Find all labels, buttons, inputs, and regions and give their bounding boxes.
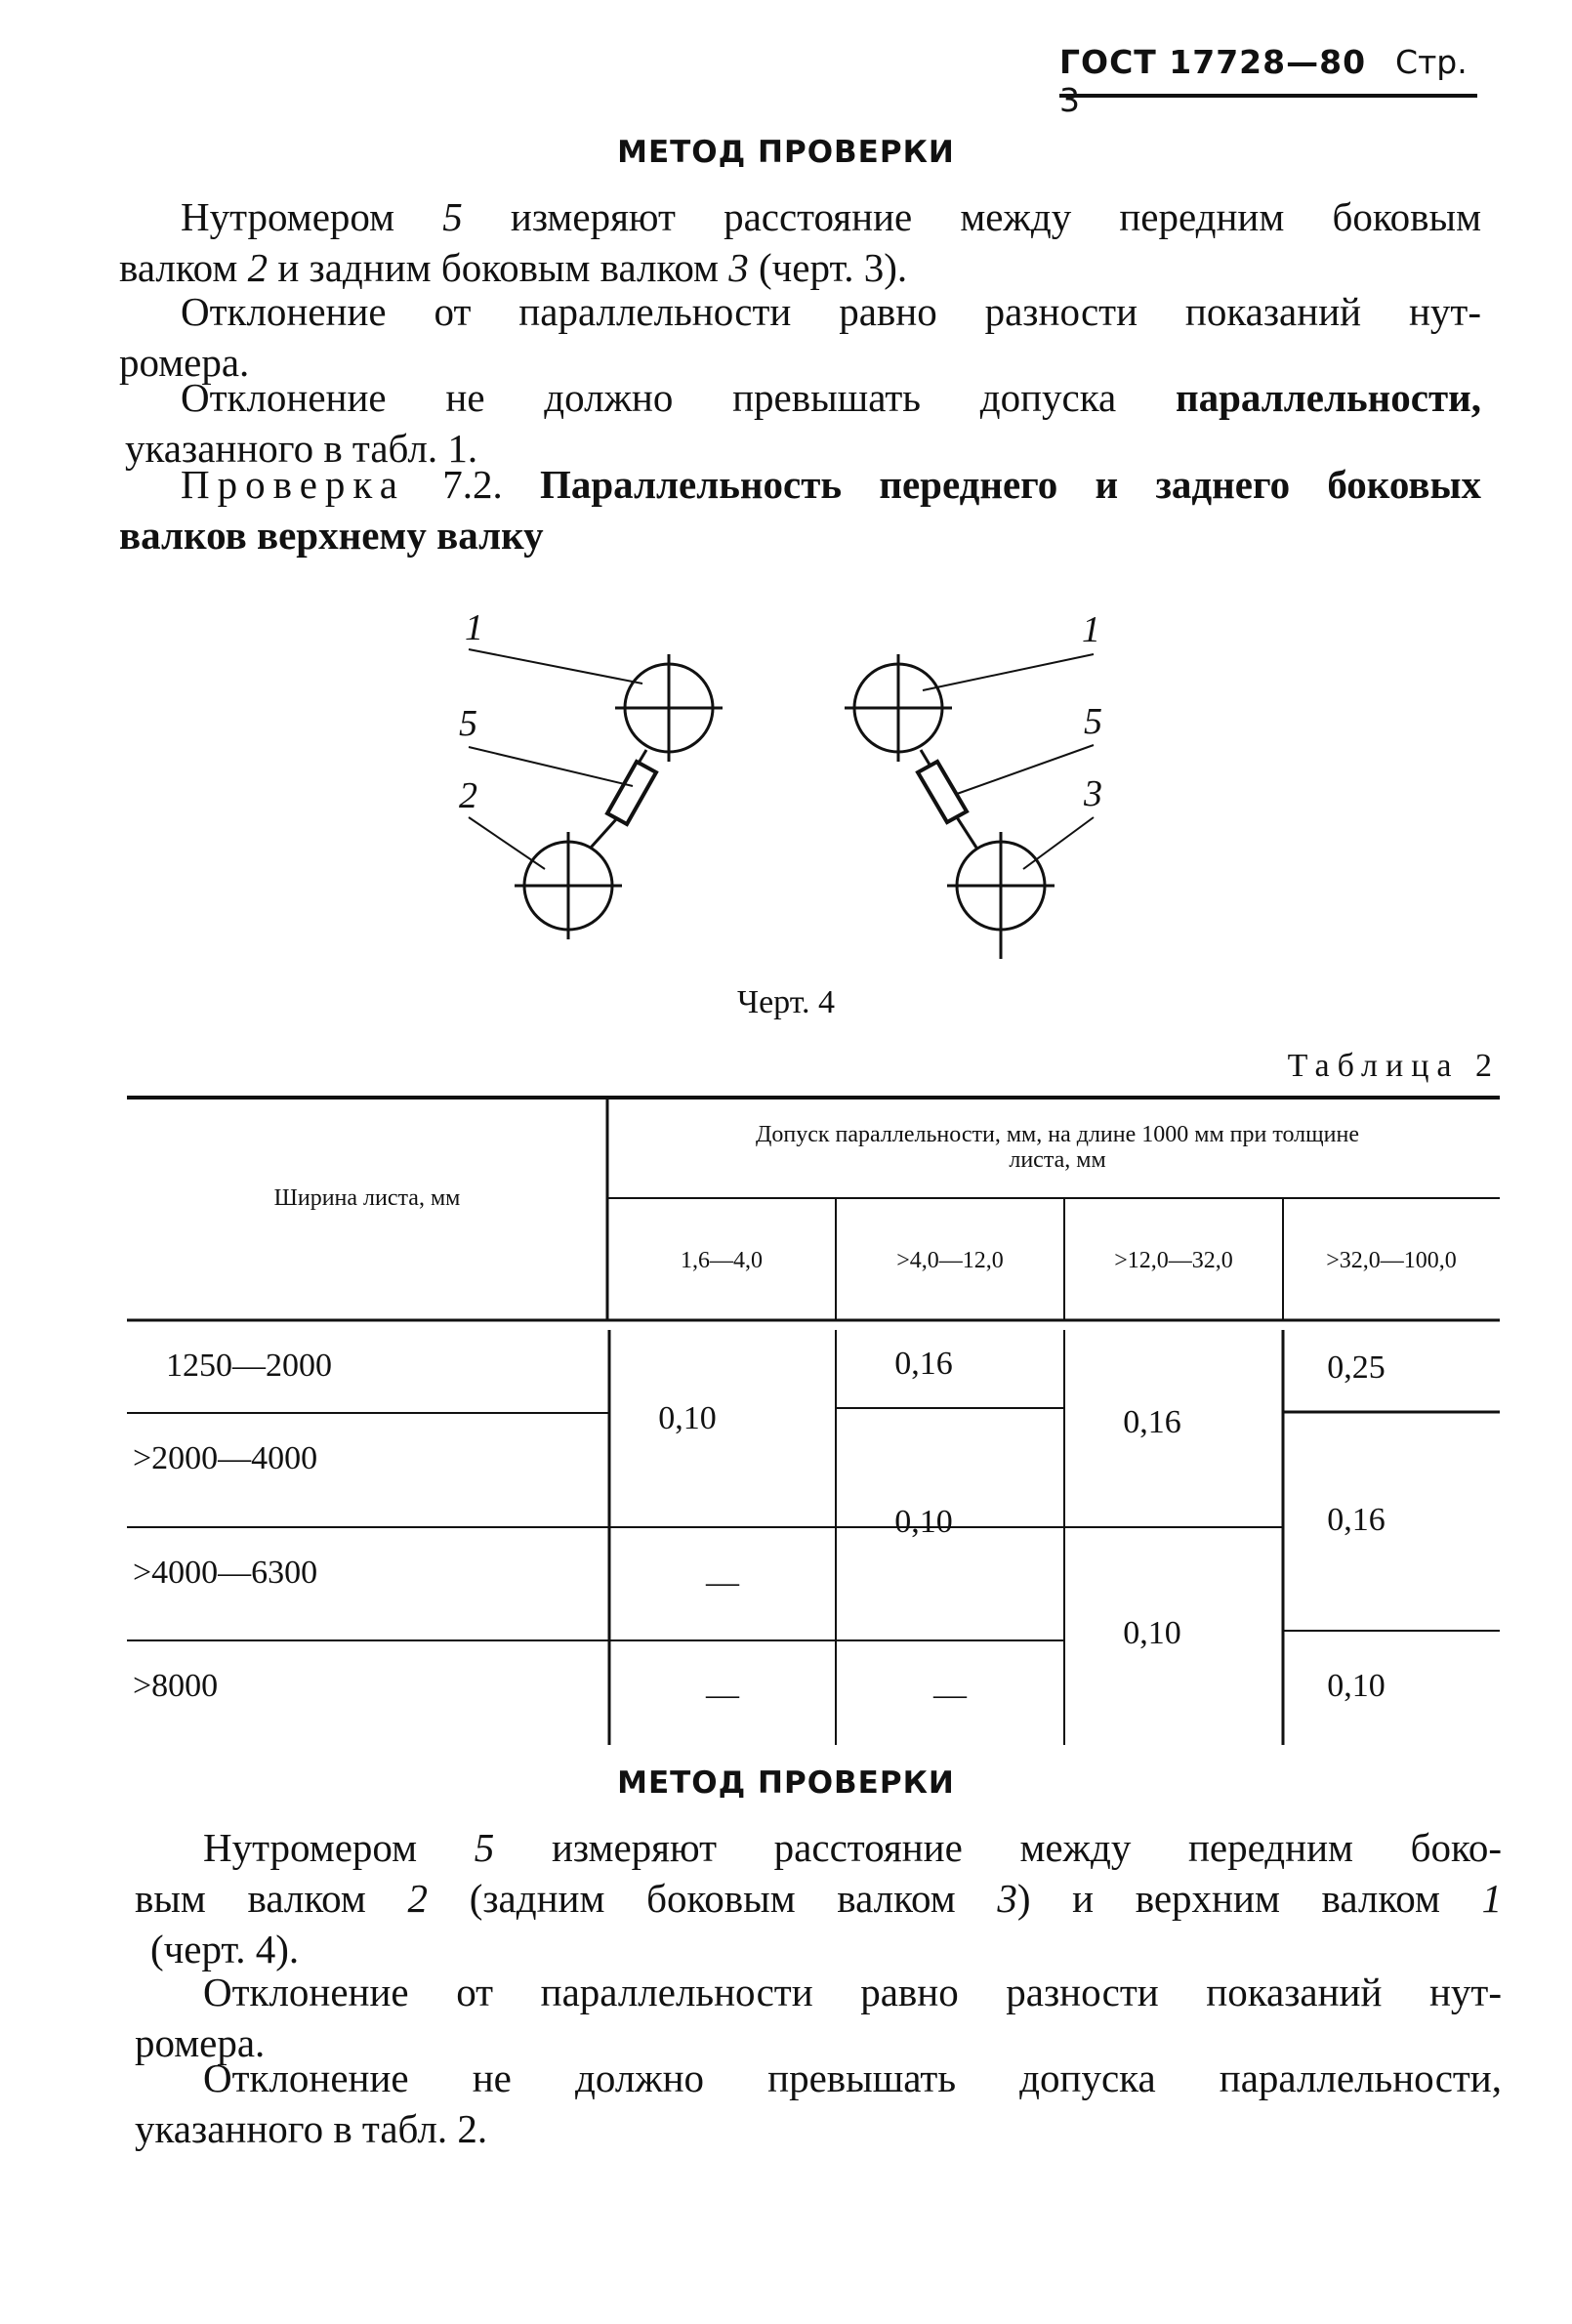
- paragraph-1: Нутромером 5 измеряют расстояние между передним боковым валком 2 и задним боковым валком 3 (черт. 3).: [119, 194, 1482, 290]
- tolerance-table: [127, 1086, 1500, 1750]
- width-row-3: >4000—6300: [133, 1555, 318, 1591]
- width-row-2: >2000—4000: [133, 1440, 318, 1476]
- value-c1-r4: —: [706, 1677, 739, 1713]
- value-c2-mid: 0,10: [894, 1504, 953, 1540]
- check-paragraph: Проверка 7.2. Параллельность переднего и заднего боковых валков верхнему валку: [119, 462, 1482, 558]
- check-label: Проверка: [181, 462, 405, 507]
- standard-number: ГОСТ 17728—80: [1059, 43, 1367, 81]
- table-label: Таблица 2: [1287, 1048, 1500, 1084]
- col-header-width: Ширина листа, мм: [273, 1185, 461, 1211]
- value-c4-r4: 0,10: [1327, 1668, 1386, 1704]
- figure-rolls: [430, 601, 1133, 981]
- value-c4-r1: 0,25: [1327, 1349, 1386, 1386]
- group-header-line2: листа, мм: [1009, 1147, 1106, 1173]
- group-header-line1: Допуск параллельности, мм, на длине 1000 мм при толщине: [756, 1122, 1359, 1147]
- thickness-2: >4,0—12,0: [896, 1248, 1004, 1273]
- value-c3-top: 0,16: [1123, 1404, 1181, 1440]
- figure-drawing: [430, 601, 1133, 981]
- paragraph-3: Отклонение не должно превышать допуска параллельности, указанного в табл. 1.: [125, 375, 1481, 471]
- right-label-5: 5: [1084, 701, 1102, 742]
- paragraph-5: Отклонение от параллельности равно разности показаний нут- ромера.: [135, 1970, 1502, 2065]
- left-label-2: 2: [459, 775, 477, 816]
- right-label-3: 3: [1084, 773, 1102, 814]
- left-label-1: 1: [465, 607, 483, 648]
- value-c2-r1: 0,16: [894, 1346, 953, 1382]
- value-c1-r3: —: [706, 1564, 739, 1600]
- value-c1-top: 0,10: [658, 1400, 717, 1436]
- section-heading-1: МЕТОД ПРОВЕРКИ: [617, 135, 955, 170]
- thickness-3: >12,0—32,0: [1114, 1248, 1233, 1273]
- thickness-1: 1,6—4,0: [681, 1248, 763, 1273]
- value-c2-r4: —: [933, 1677, 967, 1713]
- paragraph-4: Нутромером 5 измеряют расстояние между передним боко- вым валком 2 (задним боковым валком 3) и верхним валком 1 (черт. 4).: [135, 1825, 1503, 1971]
- page-number: Стр. 3: [1059, 43, 1468, 119]
- figure-caption: Черт. 4: [736, 984, 836, 1020]
- width-row-4: >8000: [133, 1668, 219, 1704]
- paragraph-6: Отклонение не должно превышать допуска параллельности, указанного в табл. 2.: [135, 2055, 1502, 2151]
- paragraph-2: Отклонение от параллельности равно разности показаний нут- ромера.: [119, 289, 1481, 385]
- header-rule: [1059, 94, 1477, 98]
- thickness-4: >32,0—100,0: [1326, 1248, 1457, 1273]
- check-title: Параллельность переднего и заднего боковых: [539, 462, 1482, 507]
- check-number: 7.2.: [442, 462, 503, 507]
- page-header: [1059, 43, 1479, 119]
- left-label-5: 5: [459, 703, 477, 744]
- value-c3-bot: 0,10: [1123, 1615, 1181, 1651]
- right-label-1: 1: [1082, 609, 1100, 650]
- value-c4-mid: 0,16: [1327, 1502, 1386, 1538]
- section-heading-2: МЕТОД ПРОВЕРКИ: [617, 1765, 955, 1801]
- width-row-1: 1250—2000: [166, 1348, 332, 1384]
